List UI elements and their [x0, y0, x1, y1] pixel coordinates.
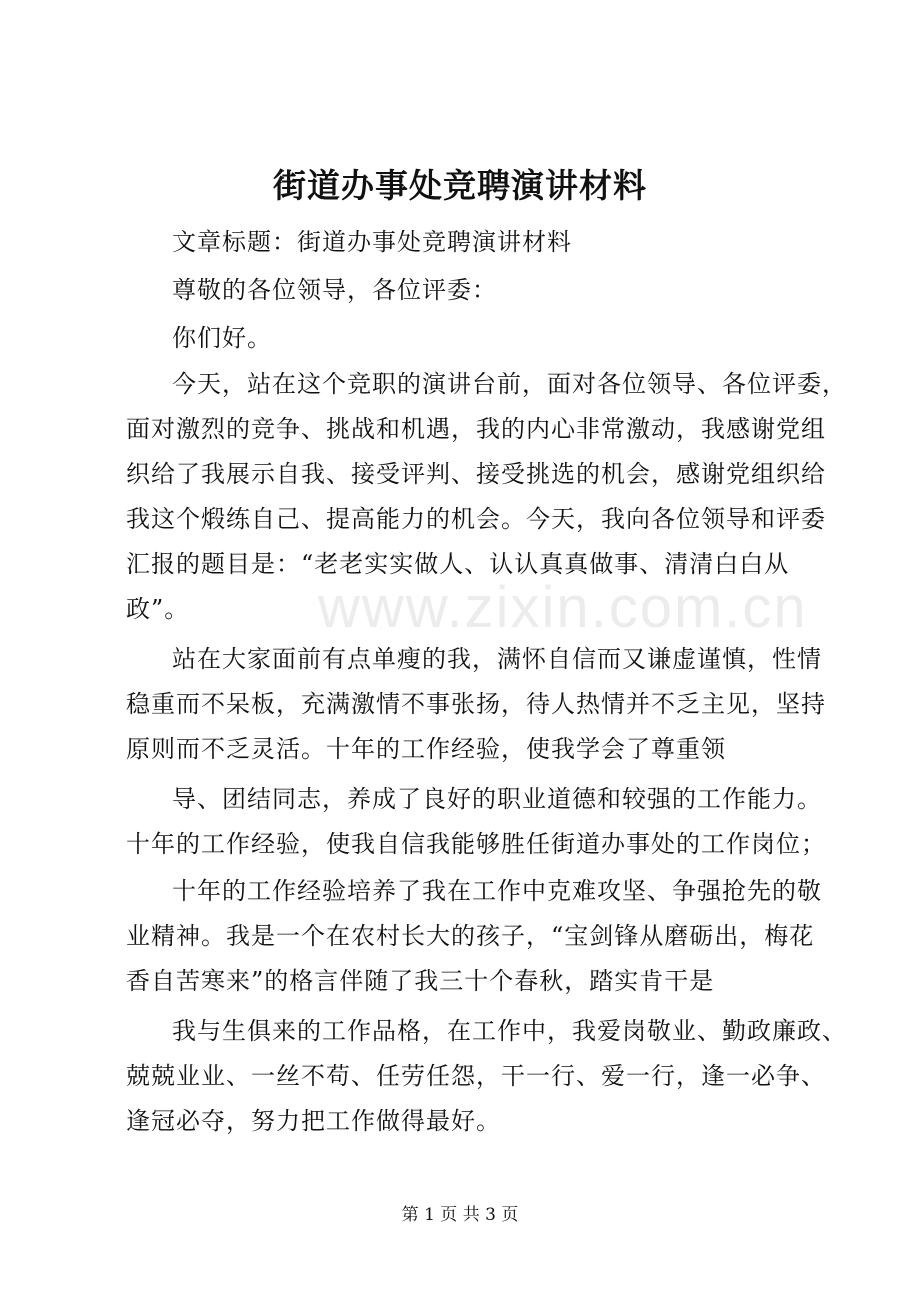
paragraph-line: 我这个煅练自己、提高能力的机会。今天，我向各位领导和评委 [126, 505, 826, 533]
paragraph-line: 导、团结同志，养成了良好的职业道德和较强的工作能力。 [172, 785, 822, 813]
paragraph-line: 汇报的题目是：“老老实实做人、认认真真做事、清清白白从 [126, 550, 790, 578]
paragraph-line: 政”。 [126, 595, 190, 623]
document-title: 街道办事处竞聘演讲材料 [273, 166, 647, 205]
article-title-line: 文章标题：街道办事处竞聘演讲材料 [172, 228, 572, 256]
salutation-line: 尊敬的各位领导，各位评委： [172, 276, 497, 304]
paragraph-line: 我与生俱来的工作品格，在工作中，我爱岗敬业、勤政廉政、 [172, 1017, 847, 1045]
paragraph-line: 原则而不乏灵活。十年的工作经验，使我学会了尊重领 [126, 735, 726, 763]
paragraph-line: 十年的工作经验，使我自信我能够胜任街道办事处的工作岗位； [126, 830, 826, 858]
watermark: www.zixin.com.cn [318, 575, 808, 640]
greeting-line: 你们好。 [172, 324, 272, 352]
paragraph-line: 稳重而不呆板，充满激情不事张扬，待人热情并不乏主见，坚持 [126, 690, 826, 718]
paragraph-line: 业精神。我是一个在农村长大的孩子，“宝剑锋从磨砺出，梅花 [126, 922, 815, 950]
paragraph-line: 逢冠必夺，努力把工作做得最好。 [126, 1107, 501, 1135]
paragraph-line: 十年的工作经验培养了我在工作中克难攻坚、争强抢先的敬 [172, 877, 822, 905]
paragraph-line: 织给了我展示自我、接受评判、接受挑选的机会，感谢党组织给 [126, 460, 826, 488]
paragraph-line: 面对激烈的竞争、挑战和机遇，我的内心非常激动，我感谢党组 [126, 415, 826, 443]
paragraph-line: 香自苦寒来”的格言伴随了我三十个春秋，踏实肯干是 [126, 967, 715, 995]
paragraph-line: 兢兢业业、一丝不苟、任劳任怨，干一行、爱一行，逢一必争、 [126, 1062, 826, 1090]
paragraph-line: 站在大家面前有点单瘦的我，满怀自信而又谦虚谨慎，性情 [172, 645, 822, 673]
paragraph-line: 今天，站在这个竞职的演讲台前，面对各位领导、各位评委， [172, 370, 847, 398]
page-number-footer: 第 1 页 共 3 页 [401, 1205, 519, 1225]
